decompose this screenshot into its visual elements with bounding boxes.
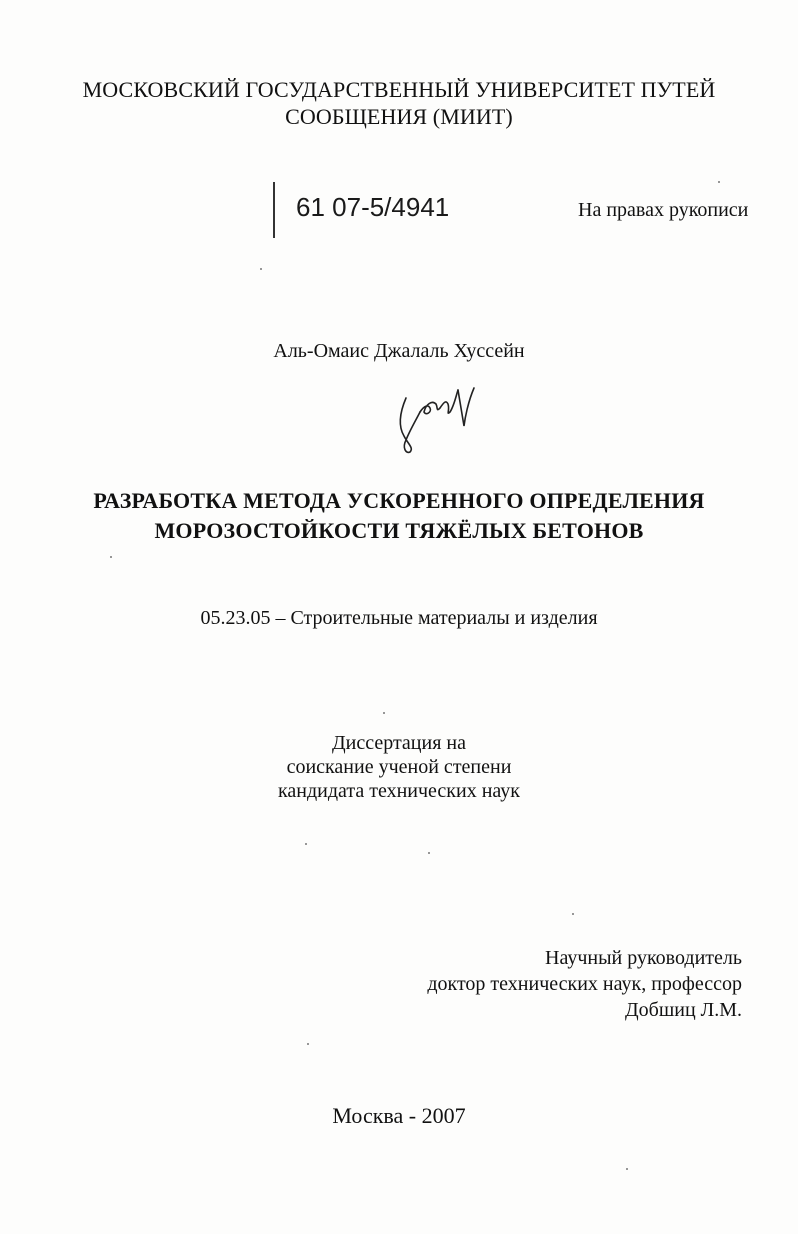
archive-code: 61 07-5/4941: [296, 192, 450, 222]
scan-speck: [572, 913, 574, 915]
university-line-1: МОСКОВСКИЙ ГОСУДАРСТВЕННЫЙ УНИВЕРСИТЕТ ПУТЕЙ: [82, 77, 716, 102]
scan-speck: [383, 712, 385, 714]
title-line-2: МОРОЗОСТОЙКОСТИ ТЯЖЁЛЫХ БЕТОНОВ: [154, 518, 644, 543]
scan-speck: [110, 556, 112, 558]
specialty-code: 05.23.05 – Строительные материалы и изделия: [200, 607, 598, 629]
signature-image: [392, 382, 482, 454]
scan-speck: [428, 852, 430, 854]
city-year: Москва - 2007: [332, 1103, 466, 1128]
manuscript-rights: На правах рукописи: [578, 199, 749, 221]
thesis-line-2: соискание ученой степени: [286, 756, 512, 778]
scan-speck: [718, 181, 720, 183]
margin-bar: [273, 182, 275, 238]
supervisor-block: [427, 945, 742, 1023]
supervisor-line-1: Научный руководитель: [545, 947, 742, 969]
thesis-line-1: Диссертация на: [331, 732, 466, 754]
title-line-1: РАЗРАБОТКА МЕТОДА УСКОРЕННОГО ОПРЕДЕЛЕНИЯ: [93, 488, 705, 513]
thesis-description: [0, 731, 798, 803]
university-line-2: СООБЩЕНИЯ (МИИТ): [285, 104, 513, 129]
university-name: [0, 76, 798, 130]
scan-speck: [307, 1043, 309, 1045]
author-name: Аль-Омаис Джалаль Хуссейн: [273, 340, 525, 362]
thesis-line-3: кандидата технических наук: [277, 780, 521, 802]
scan-speck: [260, 268, 262, 270]
supervisor-line-2: доктор технических наук, профессор: [427, 973, 742, 995]
supervisor-line-3: Добшиц Л.М.: [625, 999, 742, 1021]
scan-speck: [626, 1168, 628, 1170]
scan-speck: [305, 843, 307, 845]
dissertation-title: [0, 486, 798, 546]
